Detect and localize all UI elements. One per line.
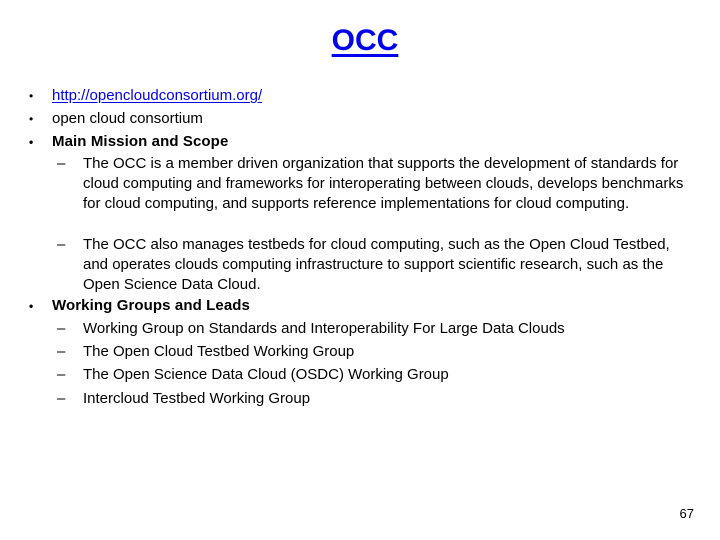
working-group-item: [57, 319, 693, 339]
bullet-marker: •: [29, 299, 34, 313]
working-group-item: [57, 342, 693, 362]
dash-marker: –: [57, 236, 66, 253]
bullet-url: [29, 86, 263, 106]
page-number: 67: [679, 506, 694, 521]
working-group-text: Intercloud Testbed Working Group: [83, 390, 311, 407]
working-group-text: Working Group on Standards and Interoperability For Large Data Clouds: [83, 320, 565, 337]
dash-marker: –: [57, 155, 66, 172]
bullet-text: Main Mission and Scope: [52, 133, 229, 150]
working-group-text: The Open Cloud Testbed Working Group: [83, 343, 355, 360]
bullet-text: Working Groups and Leads: [52, 297, 250, 314]
bullet-marker: •: [29, 89, 34, 103]
bullet-consortium-name: [29, 109, 203, 129]
working-group-text: The Open Science Data Cloud (OSDC) Working Group: [83, 366, 449, 383]
working-group-item: [57, 365, 693, 385]
mission-item: [57, 235, 693, 294]
working-group-item: [57, 389, 693, 409]
bullet-marker: •: [29, 135, 34, 149]
bullet-working-groups: [29, 296, 250, 316]
dash-marker: –: [57, 366, 66, 383]
mission-item-text: The OCC is a member driven organization that supports the development of standards for cloud computing and frameworks for interoperating between clouds, develops benchmarks for cloud computing, and supports reference implementations for cloud computing.: [83, 155, 684, 212]
slide-title: OCC: [331, 24, 399, 57]
dash-marker: –: [57, 320, 66, 337]
dash-marker: –: [57, 343, 66, 360]
bullet-mission: [29, 132, 229, 152]
bullet-marker: •: [29, 112, 34, 126]
mission-item: [57, 154, 693, 213]
bullet-text: open cloud consortium: [52, 110, 203, 127]
mission-item-text: The OCC also manages testbeds for cloud computing, such as the Open Cloud Testbed, and operates clouds computing infrastructure to support scientific research, such as the Open Science Data Cloud.: [83, 236, 670, 293]
occ-website-link[interactable]: http://opencloudconsortium.org/: [52, 87, 263, 104]
dash-marker: –: [57, 390, 66, 407]
